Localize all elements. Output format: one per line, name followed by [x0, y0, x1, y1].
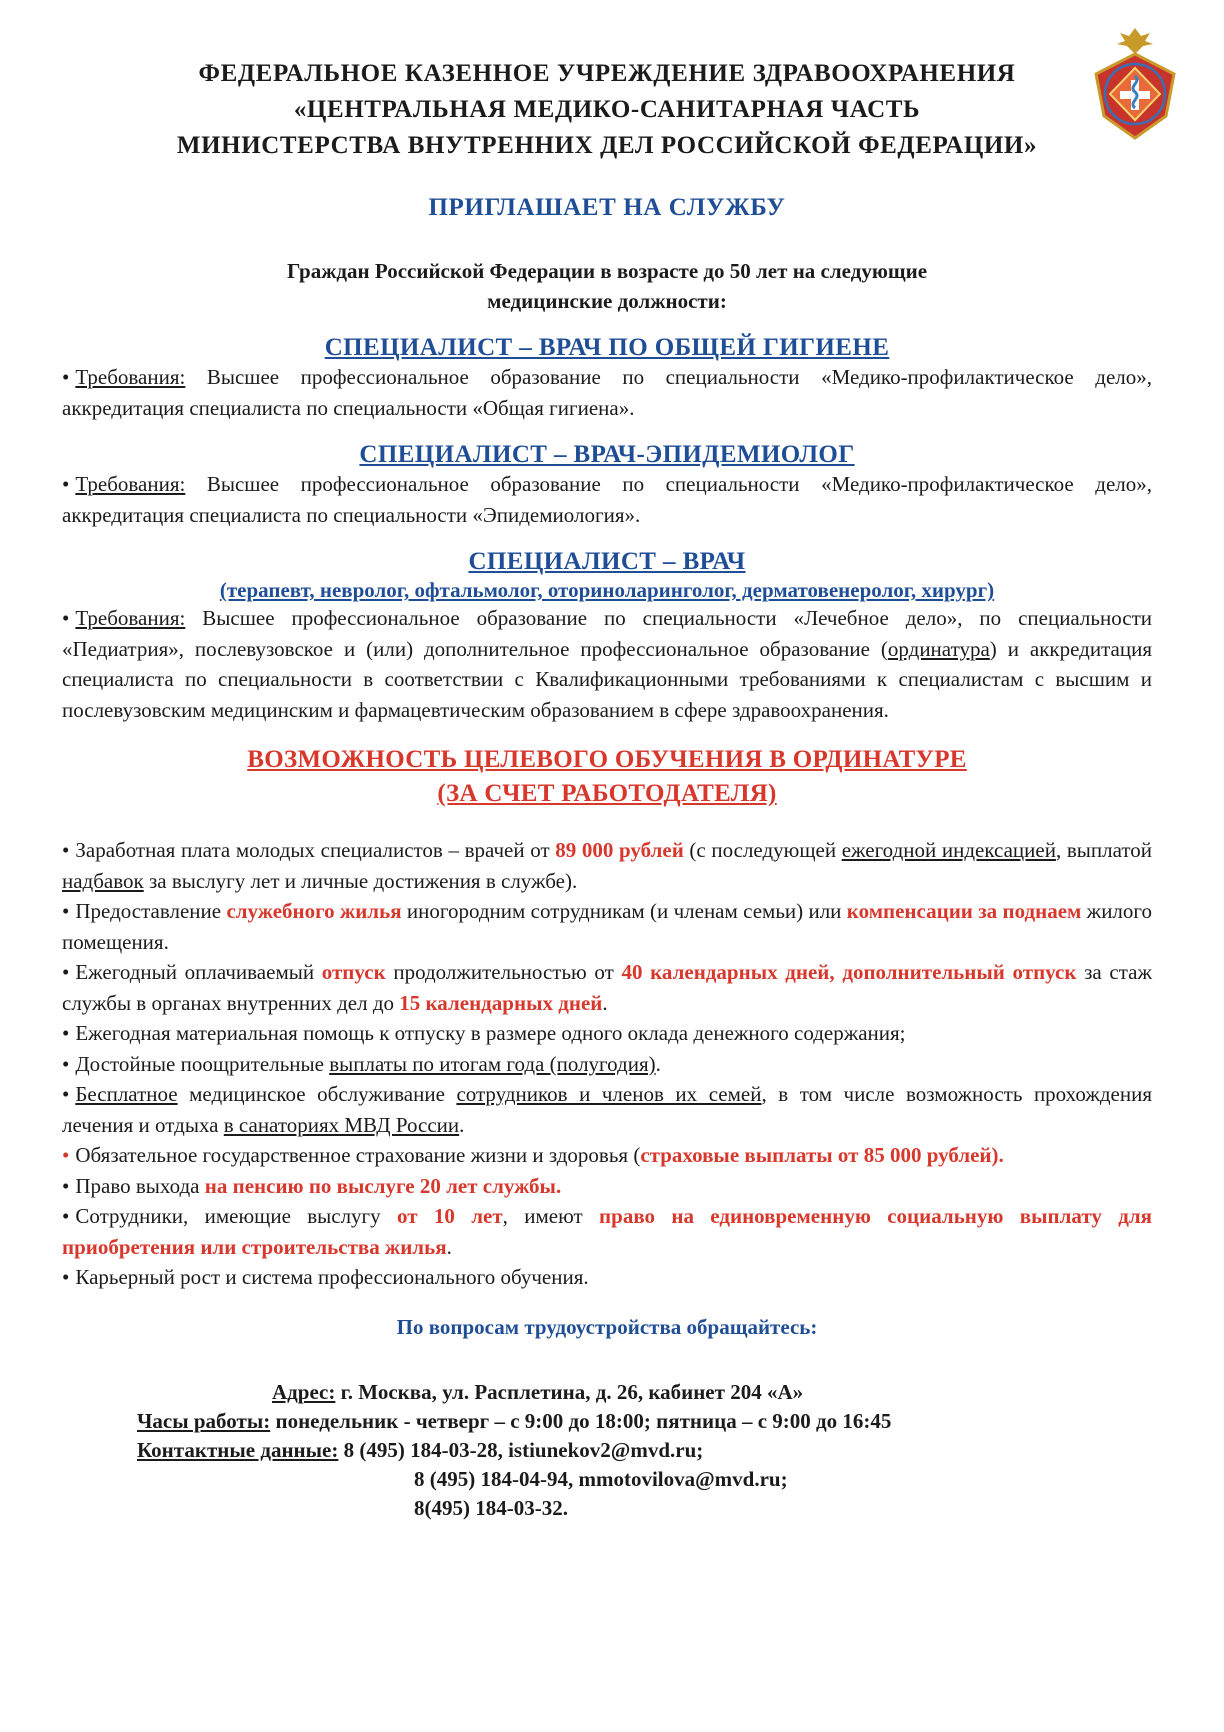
- address-label: Адрес:: [272, 1379, 336, 1404]
- org-line-3: МИНИСТЕРСТВА ВНУТРЕННИХ ДЕЛ РОССИЙСКОЙ ФЕДЕРАЦИИ»: [176, 132, 1038, 159]
- contact-line-2: 8 (495) 184-04-94, mmotovilova@mvd.ru;: [414, 1466, 788, 1491]
- benefit-text: Ежегодный оплачиваемый: [75, 960, 322, 984]
- requirements-label: Требования:: [75, 606, 186, 630]
- targeted-training-heading: [62, 743, 1152, 811]
- benefit-highlight: от 10 лет: [397, 1204, 503, 1228]
- position-requirements-epidemiologist: [62, 469, 1152, 530]
- benefit-highlight: 89 000 рублей: [555, 838, 684, 862]
- benefit-highlight: 40 календарных дней, дополнительный отпуск: [621, 960, 1077, 984]
- intro-line-1: Граждан Российской Федерации в возрасте до 50 лет на следующие: [286, 259, 928, 283]
- position-requirements-general-hygiene: [62, 362, 1152, 423]
- benefit-career: [62, 1262, 1152, 1293]
- benefit-underlined: в санаториях МВД России: [223, 1112, 460, 1137]
- benefit-vacation: [62, 957, 1152, 1018]
- benefit-pension: [62, 1171, 1152, 1202]
- bullet: •: [62, 1082, 70, 1106]
- target-line-2: (ЗА СЧЕТ РАБОТОДАТЕЛЯ): [437, 780, 777, 807]
- benefit-highlight: на пенсию по выслуге 20 лет службы.: [204, 1173, 562, 1198]
- target-line-1: ВОЗМОЖНОСТЬ ЦЕЛЕВОГО ОБУЧЕНИЯ В ОРДИНАТУРЕ: [247, 746, 967, 773]
- bullet: •: [62, 472, 70, 496]
- benefit-text: Обязательное государственное страхование жизни и здоровья (: [75, 1143, 641, 1167]
- bullet: •: [62, 1051, 70, 1076]
- benefit-text: за стаж службы в органах внутренних дел до: [62, 960, 1152, 1015]
- contacts-row: [137, 1436, 1152, 1465]
- contacts-label: Контактные данные:: [137, 1437, 339, 1462]
- benefit-highlight: служебного жилья: [226, 899, 402, 923]
- address-row: [137, 1378, 1152, 1407]
- benefit-text: (с последующей: [683, 838, 842, 862]
- bullet: •: [62, 899, 70, 923]
- requirements-text: Высшее профессиональное образование по специальности «Медико-профилактическое дело», аккредитация специалиста по специальности «Общая гигиена».: [62, 365, 1152, 420]
- benefit-text: Ежегодная материальная помощь к отпуску в размере одного оклада денежного содержания;: [75, 1021, 906, 1045]
- benefit-highlight: страховые выплаты от 85 000 рублей).: [640, 1143, 1004, 1167]
- benefit-text: .: [446, 1234, 452, 1259]
- bullet: •: [62, 365, 70, 389]
- benefit-text: Карьерный рост и система профессионального обучения.: [75, 1265, 589, 1289]
- benefit-text: Достойные поощрительные: [75, 1051, 330, 1076]
- requirements-residency: ординатура: [887, 636, 990, 661]
- benefit-housing: [62, 896, 1152, 957]
- position-requirements-doctor: [62, 603, 1152, 725]
- bullet: •: [62, 606, 70, 630]
- benefit-text: Заработная плата молодых специалистов – врачей от: [75, 838, 556, 862]
- benefit-text: за выслугу лет и личные достижения в службе).: [143, 868, 578, 893]
- benefit-underlined: надбавок: [62, 868, 144, 893]
- benefit-housing-payment: [62, 1201, 1152, 1262]
- bullet: •: [62, 1143, 70, 1167]
- hours-row: [137, 1407, 1152, 1436]
- position-title-epidemiologist: СПЕЦИАЛИСТ – ВРАЧ-ЭПИДЕМИОЛОГ: [359, 441, 855, 468]
- benefit-text: иногородним сотрудникам (и членам семьи) или: [401, 899, 847, 923]
- benefit-text: .: [602, 990, 608, 1015]
- bullet: •: [62, 1021, 70, 1045]
- position-subtitle-doctor-specialties: (терапевт, невролог, офтальмолог, оториноларинголог, дерматовенеролог, хирург): [219, 578, 995, 602]
- benefit-underlined: ежегодной индексацией: [841, 838, 1056, 862]
- bullet: •: [62, 1173, 70, 1198]
- benefit-highlight: компенсации за поднаем: [846, 899, 1082, 923]
- benefit-financial-aid: [62, 1018, 1152, 1049]
- benefits-list: [62, 835, 1152, 1293]
- benefit-text: Предоставление: [75, 899, 227, 923]
- requirements-text: Высшее профессиональное образование по специальности «Лечебное дело», по специальности «Педиатрия», послевузовское и (или) дополнительное профессиональное образование (: [62, 606, 1152, 661]
- benefit-highlight: 15 календарных дней: [399, 990, 603, 1015]
- bullet: •: [62, 1204, 70, 1228]
- bullet: •: [62, 838, 70, 862]
- benefit-text: , в том числе возможность прохождения лечения и отдыха: [62, 1082, 1152, 1137]
- benefit-medical-care: [62, 1079, 1152, 1140]
- requirements-label: Требования:: [75, 472, 186, 496]
- benefit-highlight: право на единовременную социальную выплату для приобретения или строительства жилья: [62, 1204, 1153, 1259]
- intro-line-2: медицинские должности:: [487, 289, 727, 313]
- bullet: •: [62, 960, 70, 984]
- benefit-text: жилого помещения.: [62, 899, 1152, 954]
- requirements-label: Требования:: [75, 365, 186, 389]
- intro-text: [62, 256, 1152, 316]
- benefit-salary: [62, 835, 1152, 896]
- org-line-1: ФЕДЕРАЛЬНОЕ КАЗЕННОЕ УЧРЕЖДЕНИЕ ЗДРАВООХРАНЕНИЯ: [198, 60, 1016, 87]
- contact-line-3: 8(495) 184-03-32.: [414, 1495, 568, 1520]
- benefit-text: Сотрудники, имеющие выслугу: [75, 1204, 398, 1228]
- contact-line-1: 8 (495) 184-03-28, istiunekov2@mvd.ru;: [338, 1437, 704, 1462]
- hours-value: понедельник - четверг – с 9:00 до 18:00; пятница – с 9:00 до 16:45: [270, 1408, 892, 1433]
- position-title-general-hygiene: СПЕЦИАЛИСТ – ВРАЧ ПО ОБЩЕЙ ГИГИЕНЕ: [324, 334, 890, 361]
- org-line-2: «ЦЕНТРАЛЬНАЯ МЕДИКО-САНИТАРНАЯ ЧАСТЬ: [293, 96, 921, 123]
- benefit-bonuses: [62, 1049, 1152, 1080]
- benefit-underlined: Бесплатное: [75, 1082, 178, 1106]
- hours-label: Часы работы:: [137, 1408, 271, 1433]
- position-title-doctor: СПЕЦИАЛИСТ – ВРАЧ: [468, 548, 746, 575]
- benefit-text: , имеют: [502, 1204, 600, 1228]
- mvd-medical-emblem-icon: [1086, 24, 1184, 142]
- benefit-text: , выплатой: [1055, 838, 1152, 862]
- bullet: •: [62, 1265, 70, 1289]
- benefit-text: продолжительностью от: [385, 960, 622, 984]
- address-value: г. Москва, ул. Расплетина, д. 26, кабинет 204 «А»: [335, 1379, 804, 1404]
- benefit-text: .: [459, 1112, 465, 1137]
- benefit-text: медицинское обслуживание: [177, 1082, 457, 1106]
- benefit-underlined: сотрудников и членов их семей: [456, 1082, 762, 1106]
- requirements-text: Высшее профессиональное образование по специальности «Медико-профилактическое дело», аккредитация специалиста по специальности «Эпидемиология».: [62, 472, 1152, 527]
- benefit-text: Право выхода: [75, 1173, 205, 1198]
- contact-block: [62, 1378, 1152, 1523]
- benefit-text: .: [655, 1051, 661, 1076]
- benefit-underlined: выплаты по итогам года (полугодия): [329, 1051, 656, 1076]
- invite-heading: ПРИГЛАШАЕТ НА СЛУЖБУ: [428, 194, 786, 221]
- contact-heading: По вопросам трудоустройства обращайтесь:: [396, 1314, 818, 1339]
- benefit-highlight: отпуск: [321, 960, 386, 984]
- requirements-text-cont: ) и аккредитация специалиста по специальности в соответствии с Квалификационными требованиями к специалистам с высшим и послевузовским медицинским и фармацевтическим образованием в сфере здравоохранения.: [62, 636, 1152, 722]
- organization-name: [62, 56, 1152, 164]
- benefit-insurance: [62, 1140, 1152, 1171]
